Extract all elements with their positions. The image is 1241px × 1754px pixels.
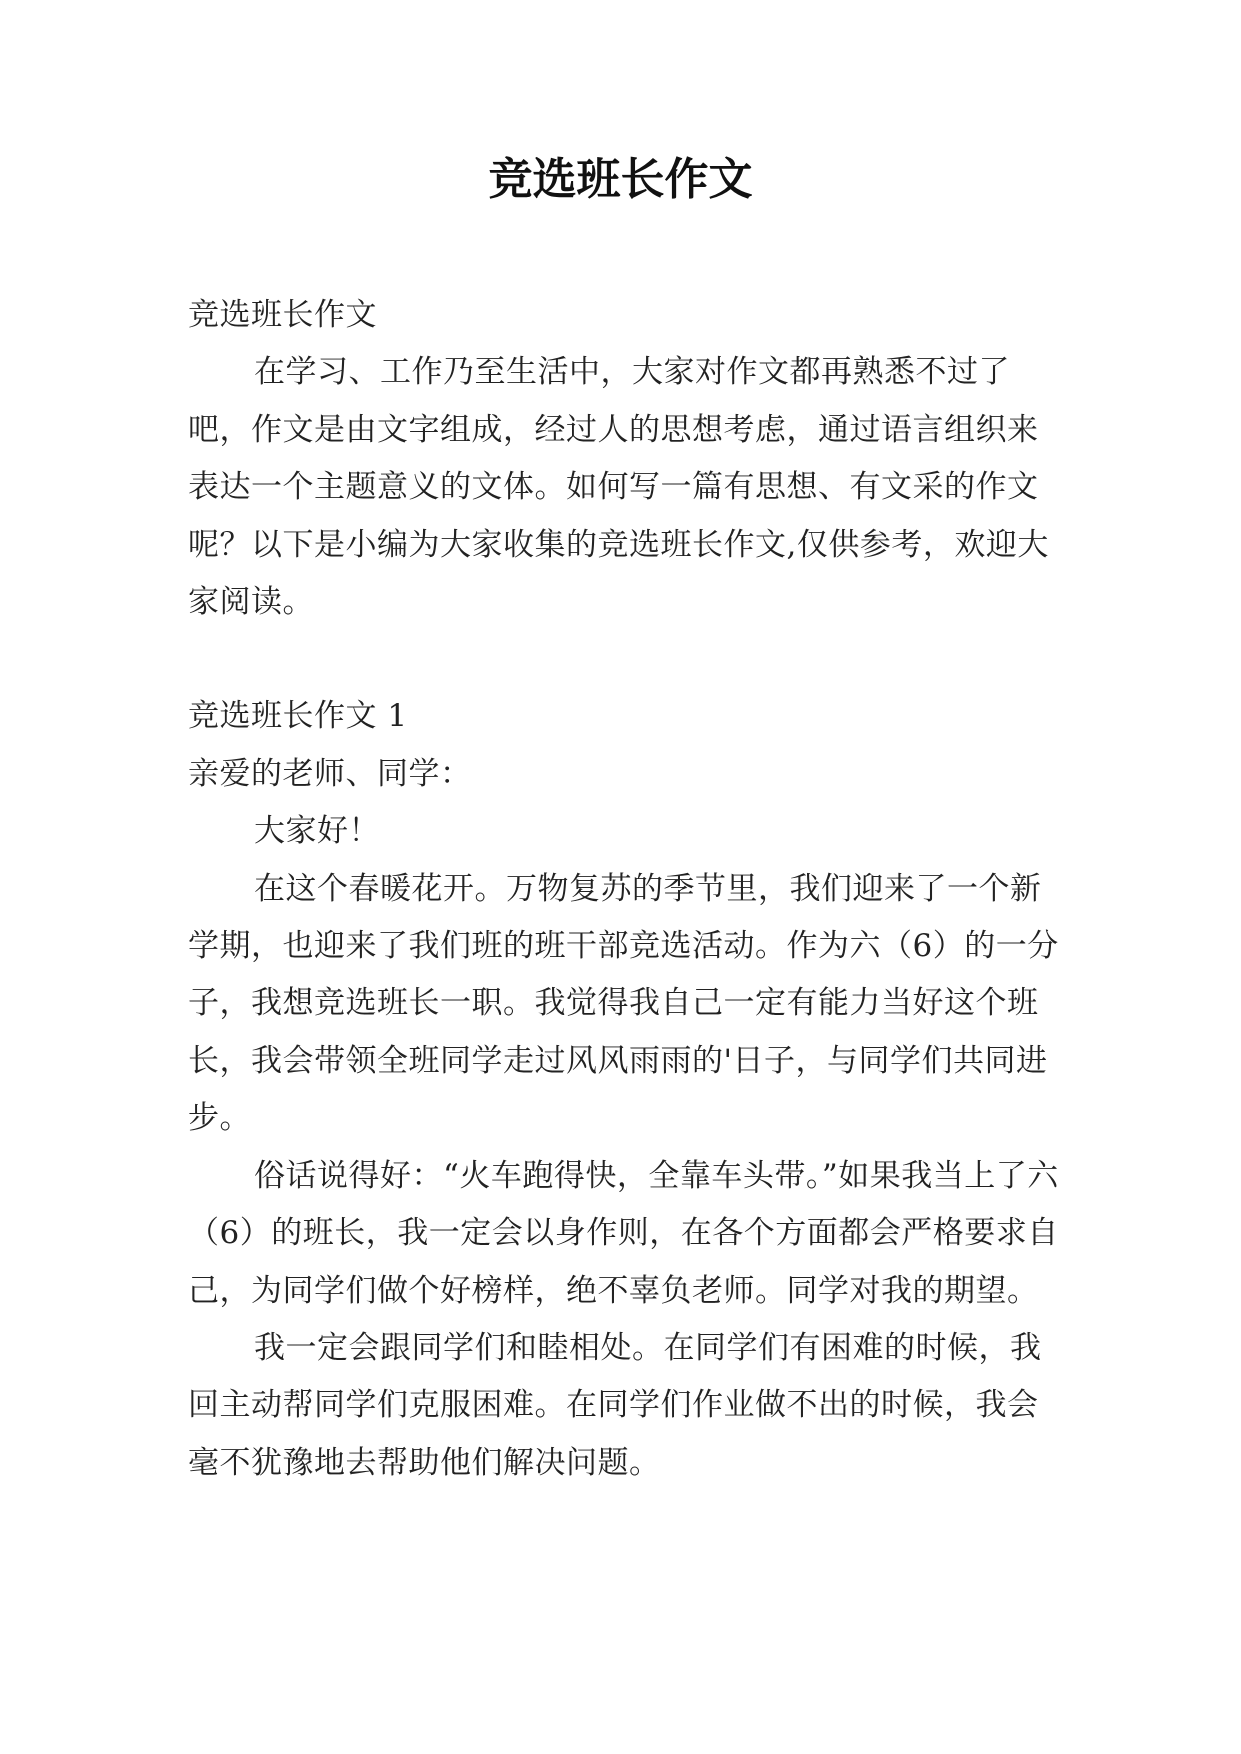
intro-paragraph: 在学习、工作乃至生活中，大家对作文都再熟悉不过了吧，作文是由文字组成，经过人的思想考虑，通过语言组织来表达一个主题意义的文体。如何写一篇有思想、有文采的作文呢？以下是小编为大家收集的竞选班长作文,仅供参考，欢迎大家阅读。 [188,354,1049,621]
document-title: 竞选班长作文 [488,154,753,205]
essay-paragraph: 在这个春暖花开。万物复苏的季节里，我们迎来了一个新学期，也迎来了我们班的班干部竞选活动。作为六（6）的一分子，我想竞选班长一职。我觉得我自己一定有能力当好这个班长，我会带领全班同学走过风风雨雨的'日子，与同学们共同进步。 [188,870,1059,1137]
essay-paragraph: 俗话说得好：“火车跑得快，全靠车头带。”如果我当上了六（6）的班长，我一定会以身作则，在各个方面都会严格要求自己，为同学们做个好榜样，绝不辜负老师。同学对我的期望。 [188,1157,1059,1309]
essay-heading: 竞选班长作文 1 [188,698,408,735]
essay-salutation: 亲爱的老师、同学： [188,755,472,792]
essay-greeting: 大家好！ [254,813,380,850]
intro-heading: 竞选班长作文 [188,297,377,333]
document-body [188,287,1060,1492]
essay-paragraph: 我一定会跟同学们和睦相处。在同学们有困难的时候，我回主动帮同学们克服困难。在同学们作业做不出的时候，我会毫不犹豫地去帮助他们解决问题。 [188,1329,1042,1481]
